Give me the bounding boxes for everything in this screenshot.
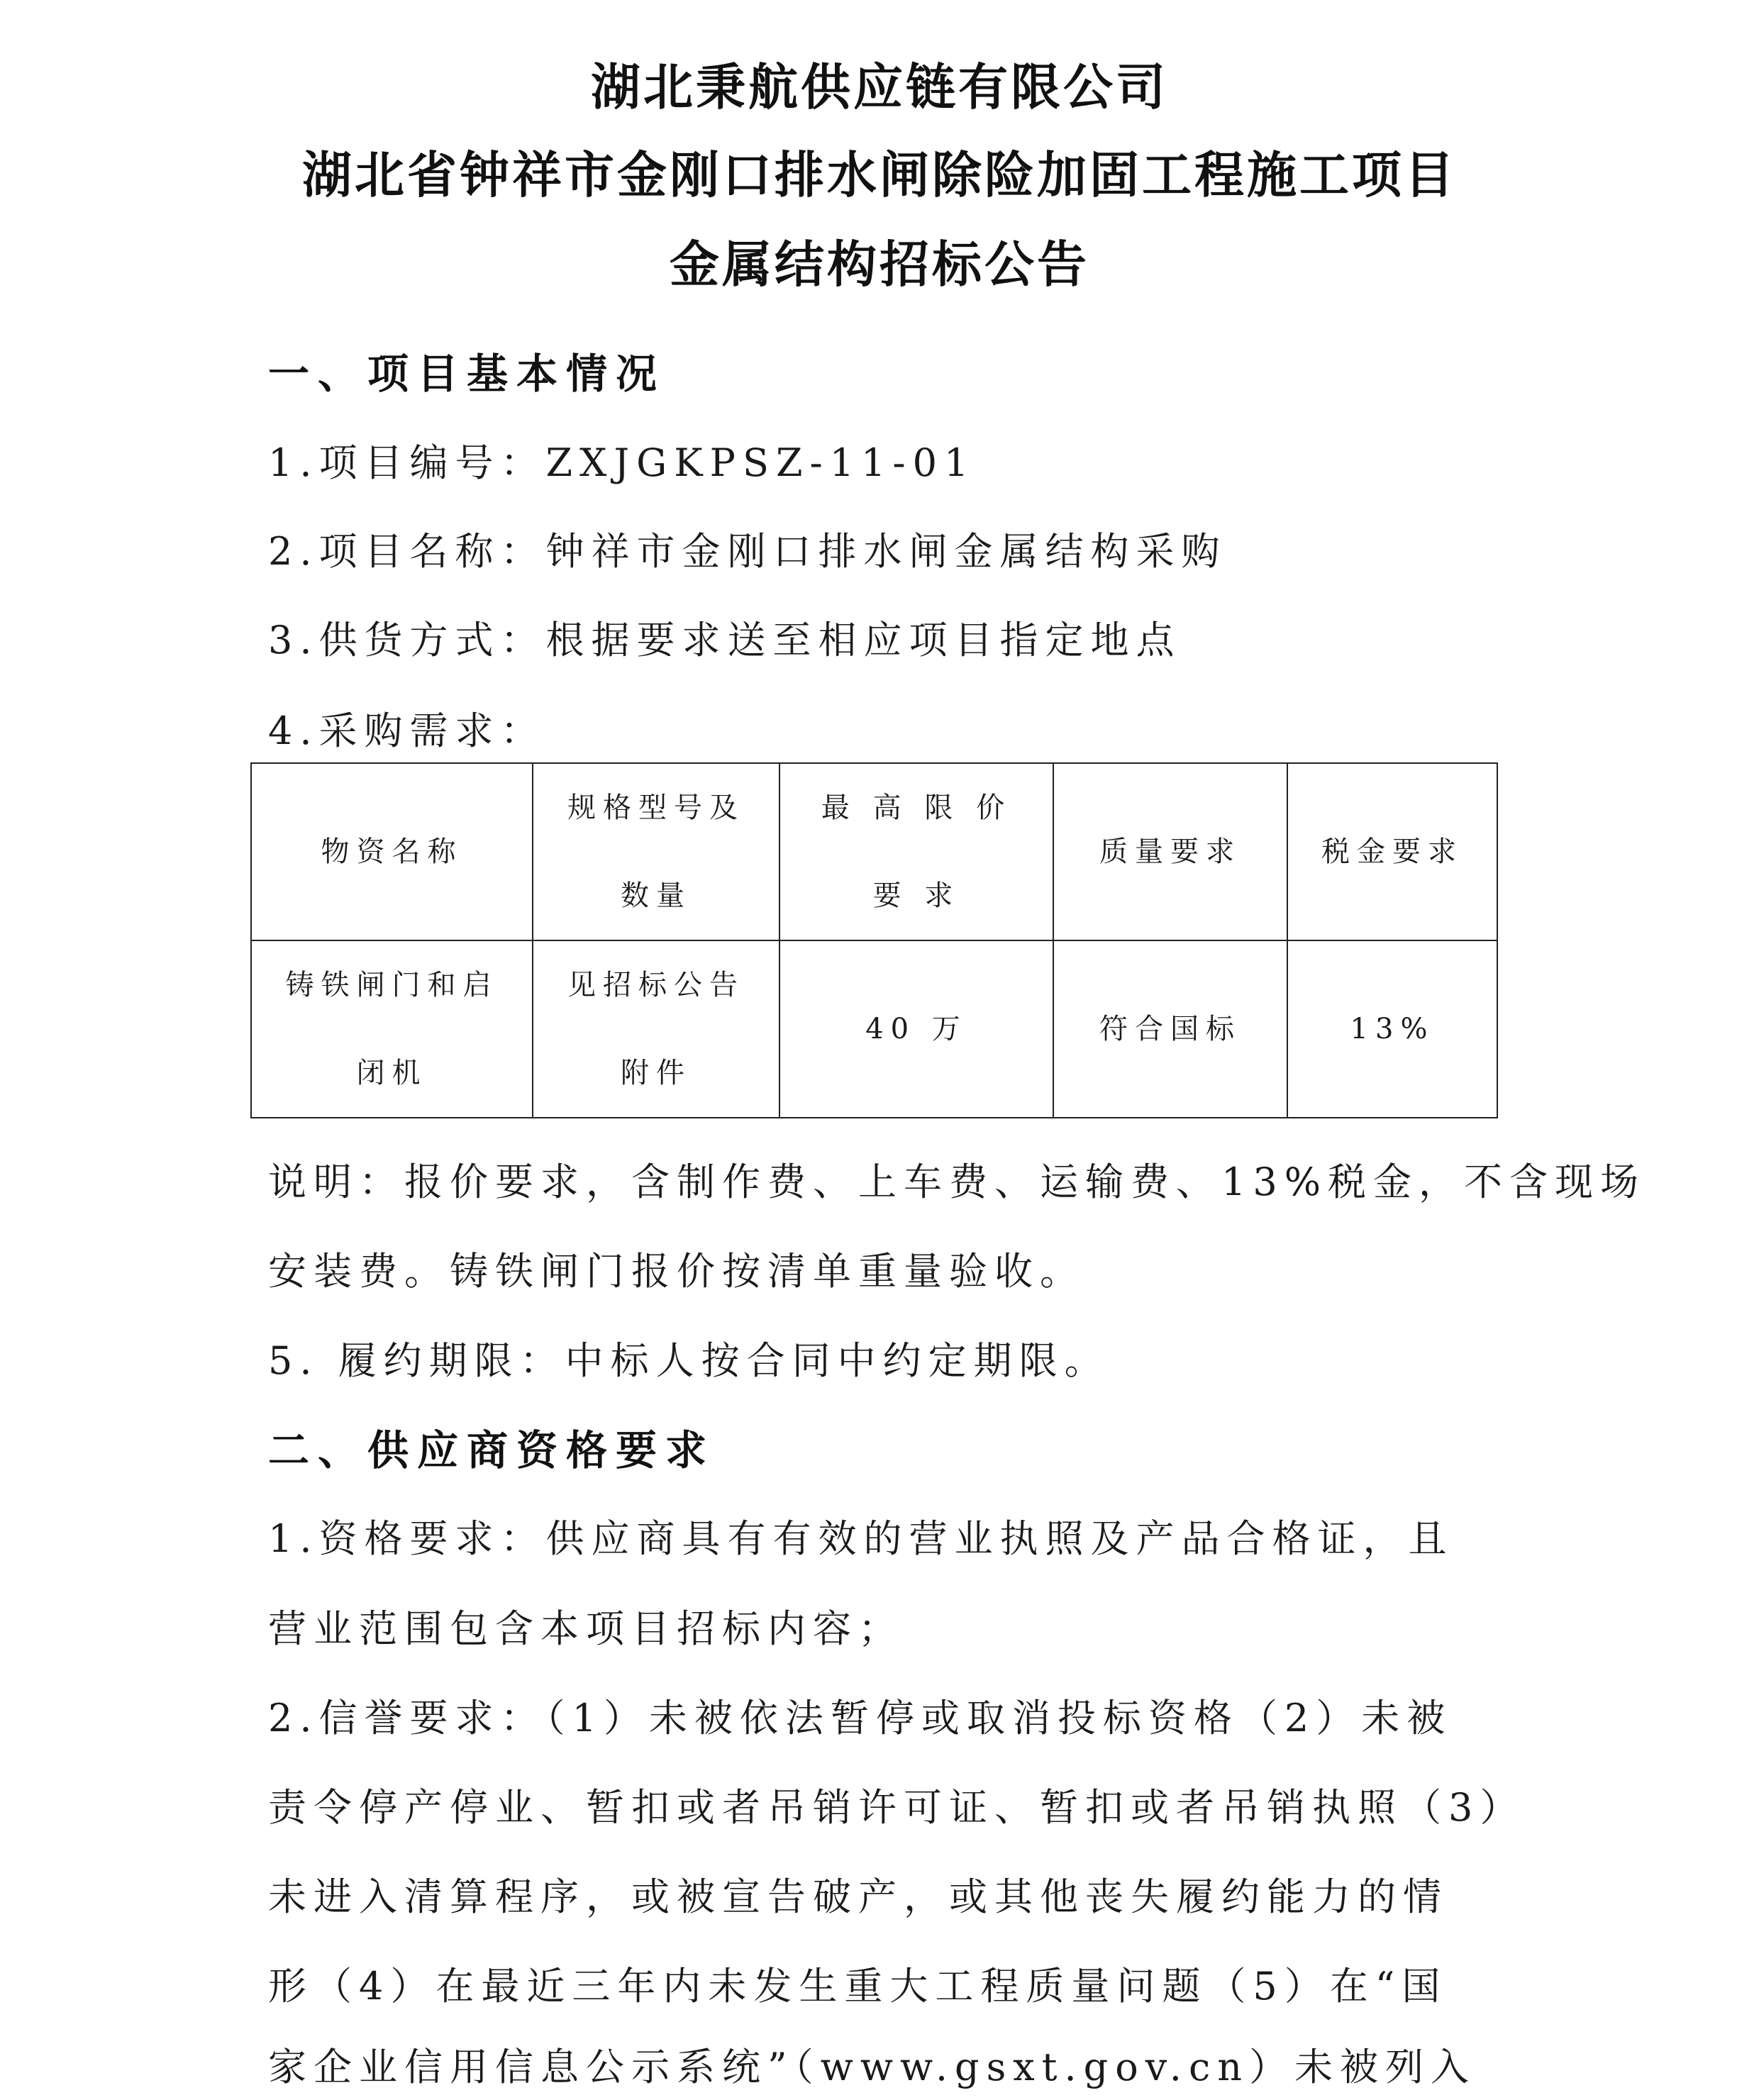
cell-material-name-line1: 铸铁闸门和启	[285, 969, 499, 1001]
cell-material-name	[251, 940, 533, 1118]
header-price-line2: 要 求	[872, 879, 960, 912]
procurement-requirement: 4.采购需求：	[268, 709, 546, 753]
section2-heading: 二、供应商资格要求	[268, 1426, 716, 1474]
credit-line2: 责令停产停业、暂扣或者吊销许可证、暂扣或者吊销执照（3）	[268, 1785, 1526, 1830]
performance-period: 5. 履约期限：中标人按合同中约定期限。	[268, 1338, 1110, 1383]
section1-heading: 一、项目基本情况	[268, 350, 666, 398]
credit-line4: 形（4）在最近三年内未发生重大工程质量问题（5）在“国	[268, 1964, 1448, 2009]
credit-line5: 家企业信用信息公示系统”（www.gsxt.gov.cn）未被列入	[268, 2045, 1476, 2089]
company-title: 湖北秉航供应链有限公司	[591, 58, 1168, 116]
cell-spec-line2: 附件	[621, 1057, 692, 1089]
qualification-line2: 营业范围包含本项目招标内容；	[268, 1606, 904, 1651]
cell-material-name-line2: 闭机	[356, 1057, 428, 1089]
project-number: 1.项目编号：ZXJGKPSZ-11-01	[268, 440, 976, 485]
header-spec-line1: 规格型号及	[567, 791, 745, 824]
credit-line1: 2.信誉要求：（1）未被依法暂停或取消投标资格（2）未被	[268, 1696, 1453, 1740]
header-tax: 税金要求	[1287, 763, 1497, 940]
supply-method: 3.供货方式：根据要求送至相应项目指定地点	[268, 618, 1182, 662]
credit-line3: 未进入清算程序，或被宣告破产，或其他丧失履约能力的情	[268, 1874, 1448, 1919]
cell-quality: 符合国标	[1053, 940, 1287, 1118]
requirements-table	[250, 762, 1498, 1118]
note-line1: 说明：报价要求，含制作费、上车费、运输费、13%税金，不含现场	[268, 1160, 1646, 1204]
note-line2: 安装费。铸铁闸门报价按清单重量验收。	[268, 1249, 1085, 1294]
table-row	[251, 940, 1497, 1118]
cell-price: 40 万	[779, 940, 1053, 1118]
header-price	[779, 763, 1053, 940]
cell-tax: 13%	[1287, 940, 1497, 1118]
notice-title: 金属结构招标公告	[670, 235, 1089, 294]
cell-spec-line1: 见招标公告	[567, 969, 745, 1001]
header-spec-line2: 数量	[621, 879, 692, 912]
header-quality: 质量要求	[1053, 763, 1287, 940]
project-title: 湖北省钟祥市金刚口排水闸除险加固工程施工项目	[302, 146, 1457, 204]
qualification-line1: 1.资格要求：供应商具有有效的营业执照及产品合格证，且	[268, 1516, 1454, 1561]
cell-spec	[533, 940, 779, 1118]
project-name: 2.项目名称：钟祥市金刚口排水闸金属结构采购	[268, 529, 1227, 574]
header-material-name: 物资名称	[251, 763, 533, 940]
table-header-row	[251, 763, 1497, 940]
header-spec	[533, 763, 779, 940]
header-price-line1: 最 高 限 价	[821, 791, 1012, 824]
